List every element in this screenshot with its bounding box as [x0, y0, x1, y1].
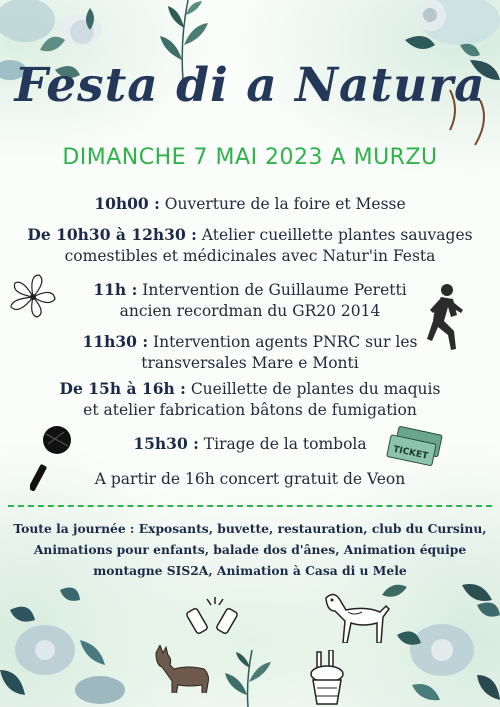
program-text: Cueillette de plantes du maquis	[185, 380, 441, 398]
all-day-line: montagne SIS2A, Animation à Casa di u Mele	[93, 563, 407, 578]
leaf-sprig-decoration	[218, 650, 278, 707]
microphone-icon	[30, 424, 75, 492]
program-text-continued: transversales Mare e Monti	[141, 354, 359, 372]
program-time: De 15h à 16h :	[59, 379, 186, 398]
event-title: Festa di a Natura	[14, 58, 486, 113]
program-time: 15h30 :	[133, 434, 199, 453]
program-time: 11h :	[93, 280, 138, 299]
runner-icon	[425, 282, 475, 354]
program-item	[0, 469, 500, 490]
ice-cream-icon	[305, 650, 350, 707]
flower-icon	[5, 272, 60, 322]
program-text: Tirage de la tombola	[198, 435, 367, 453]
program-item	[0, 224, 500, 267]
all-day-line: Animations pour enfants, balade dos d'ânes, Animation équipe	[33, 542, 467, 557]
program-time: 11h30 :	[82, 332, 149, 351]
program-text: Ouverture de la foire et Messe	[159, 195, 406, 213]
bottom-left-flowers-decoration	[0, 580, 130, 707]
program-text-continued: et atelier fabrication bâtons de fumigation	[83, 401, 417, 419]
program-text-continued: comestibles et médicinales avec Natur'in Festa	[64, 247, 436, 265]
beer-bottles-icon	[185, 595, 245, 637]
all-day-activities	[0, 518, 500, 581]
dashed-divider	[8, 505, 492, 507]
program-time: 10h00 :	[94, 194, 160, 213]
program-item	[0, 193, 500, 215]
program-text: Atelier cueillette plantes sauvages	[196, 226, 473, 244]
ticket-icon	[385, 426, 445, 470]
program-text-continued: ancien recordman du GR20 2014	[119, 302, 381, 320]
ticket-label: TICKET	[392, 444, 429, 462]
donkey-icon	[150, 645, 212, 693]
all-day-line: Toute la journée : Exposants, buvette, restauration, club du Cursinu,	[13, 521, 487, 536]
bottom-right-flowers-decoration	[382, 575, 500, 707]
program-text: Intervention de Guillaume Peretti	[137, 281, 407, 299]
program-item	[0, 378, 500, 421]
event-date: DIMANCHE 7 MAI 2023 A MURZU	[62, 145, 438, 170]
program-text: Intervention agents PNRC sur les	[148, 333, 418, 351]
program-time: De 10h30 à 12h30 :	[27, 225, 197, 244]
program-text: A partir de 16h concert gratuit de Veon	[94, 470, 406, 488]
